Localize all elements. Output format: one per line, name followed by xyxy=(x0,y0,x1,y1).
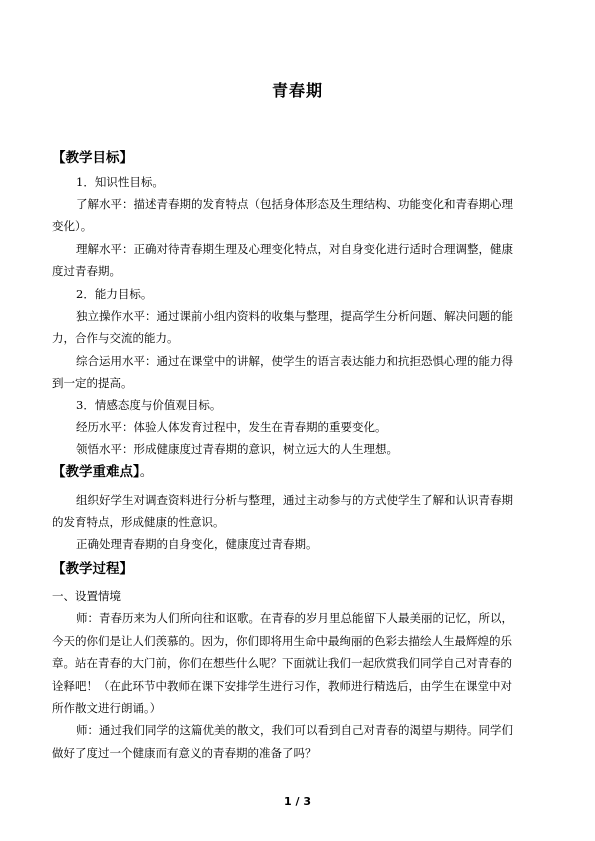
paragraph-line: 到一定的提高。 xyxy=(52,376,133,390)
paragraph-line: 度过青春期。 xyxy=(52,264,121,278)
paragraph-line: 变化）。 xyxy=(52,219,93,233)
paragraph-line: 2．能力目标。 xyxy=(76,287,153,301)
section-heading-label: 【教学重难点】 xyxy=(52,464,140,480)
paragraph-line: 综合运用水平：通过在课堂中的讲解，使学生的语言表达能力和抗拒恐惧心理的能力得 xyxy=(76,354,513,368)
paragraph-line: 师：通过我们同学的这篇优美的散文，我们可以看到自己对青春的渴望与期待。同学们 xyxy=(76,723,513,737)
paragraph-line: 师：青春历来为人们所向往和讴歌。在青春的岁月里总能留下人最美丽的记忆，所以， xyxy=(76,611,513,625)
paragraph-line: 所作散文进行朗诵。） xyxy=(52,701,162,715)
section-heading-goals: 【教学目标】 xyxy=(52,150,133,166)
section-heading-key-points xyxy=(52,460,153,480)
paragraph-line: 组织好学生对调查资料进行分析与整理，通过主动参与的方式使学生了解和认识青春期 xyxy=(76,493,513,507)
paragraph-line: 一、设置情境 xyxy=(52,589,121,603)
page-title: 青春期 xyxy=(271,81,323,100)
paragraph-line: 章。站在青春的大门前，你们在想些什么呢？下面就让我们一起欣赏我们同学自己对青春的 xyxy=(52,656,512,670)
section-heading-process: 【教学过程】 xyxy=(52,561,133,577)
paragraph-line: 经历水平：体验人体发育过程中，发生在青春期的重要变化。 xyxy=(76,420,387,434)
paragraph-line: 领悟水平：形成健康度过青春期的意识，树立远大的人生理想。 xyxy=(76,442,398,456)
paragraph-line: 的发育特点，形成健康的性意识。 xyxy=(52,515,225,529)
paragraph-line: 今天的你们是让人们羡慕的。因为，你们即将用生命中最绚丽的色彩去描绘人生最辉煌的乐 xyxy=(52,634,512,648)
paragraph-line: 做好了度过一个健康而有意义的青春期的准备了吗？ xyxy=(52,746,317,760)
paragraph-line: 正确处理青春期的自身变化，健康度过青春期。 xyxy=(76,537,318,551)
paragraph-line: 诠释吧！（在此环节中教师在课下安排学生进行习作，教师进行精选后，由学生在课堂中对 xyxy=(52,679,512,693)
paragraph-line: 3．情感态度与价值观目标。 xyxy=(76,398,222,412)
page-number: 1 / 3 xyxy=(284,795,311,808)
paragraph-line: 力，合作与交流的能力。 xyxy=(52,331,179,345)
paragraph-line: 理解水平：正确对待青春期生理及心理变化特点，对自身变化进行适时合理调整，健康 xyxy=(76,242,513,256)
section-heading-suffix: 。 xyxy=(139,464,154,480)
paragraph-line: 了解水平：描述青春期的发育特点（包括身体形态及生理结构、功能变化和青春期心理 xyxy=(76,197,513,211)
paragraph-line: 1．知识性目标。 xyxy=(76,175,164,189)
paragraph-line: 独立操作水平：通过课前小组内资料的收集与整理，提高学生分析问题、解决问题的能 xyxy=(76,309,513,323)
